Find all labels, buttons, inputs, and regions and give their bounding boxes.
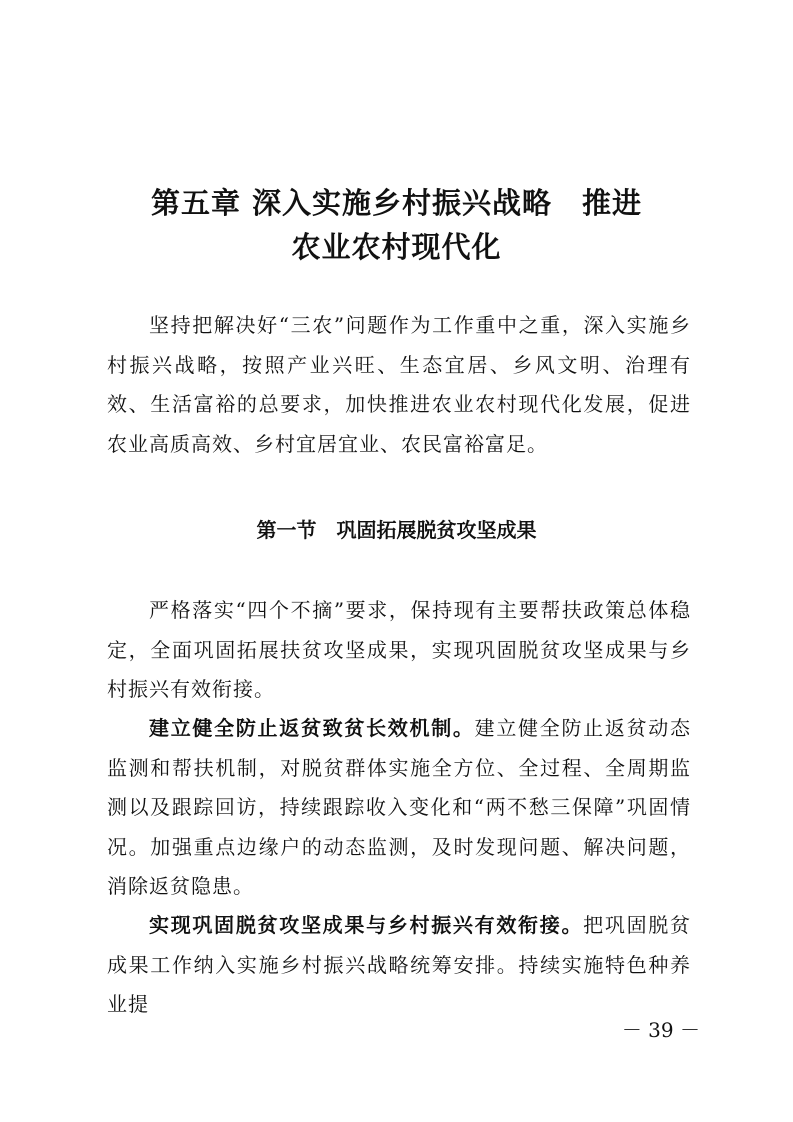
paragraph-body-text: 建立健全防止返贫动态监测和帮扶机制，对脱贫群体实施全方位、全过程、全周期监测以及跟踪回访，持续跟踪收入变化和“两不愁三保障”巩固情况。加强重点边缘户的动态监测，及时发现问题、解决问题，消除返贫隐患。 [107, 716, 691, 898]
page-number: － 39 － [621, 1018, 700, 1042]
section-title: 第一节 巩固拓展脱贫攻坚成果 [256, 518, 537, 542]
section-paragraph-2 [107, 709, 691, 907]
paragraph-lead-heading: 实现巩固脱贫攻坚成果与乡村振兴有效衔接。 [149, 913, 584, 937]
chapter-title-line-1: 第五章 深入实施乡村振兴战略 推进 [150, 186, 643, 220]
chapter-title-line-2: 农业农村现代化 [291, 230, 502, 264]
section-paragraph-1: 严格落实“四个不摘”要求，保持现有主要帮扶政策总体稳定，全面巩固拓展扶贫攻坚成果，实现巩固脱贫攻坚成果与乡村振兴有效衔接。 [107, 598, 691, 701]
paragraph-lead-heading: 建立健全防止返贫致贫长效机制。 [149, 716, 475, 740]
paragraph-body-text: 把巩固脱贫成果工作纳入实施乡村振兴战略统筹安排。持续实施特色种养业提 [107, 913, 692, 1016]
section-paragraph-3 [107, 906, 691, 1025]
intro-paragraph: 坚持把解决好“三农”问题作为工作重中之重，深入实施乡村振兴战略，按照产业兴旺、生态宜居、乡风文明、治理有效、生活富裕的总要求，加快推进农业农村现代化发展，促进农业高质高效、乡村宜居宜业、农民富裕富足。 [107, 313, 691, 456]
